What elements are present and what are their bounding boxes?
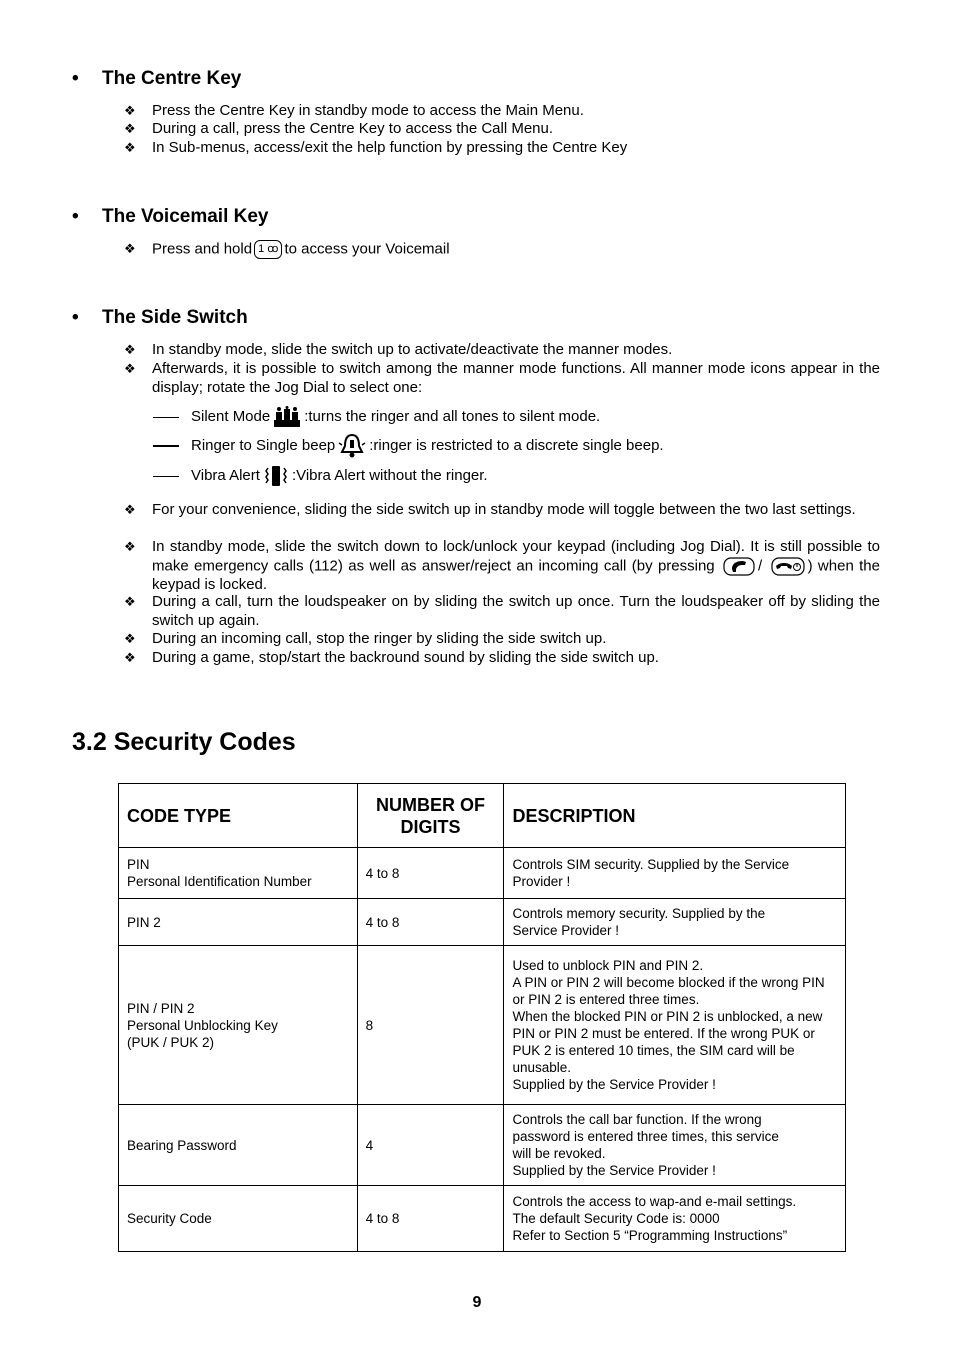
mode-vibra-alert: Vibra Alert :Vibra Alert without the ringer. bbox=[153, 464, 488, 488]
bullet-dot: • bbox=[72, 68, 79, 89]
header-number-of-digits: NUMBER OF DIGITS bbox=[357, 784, 504, 848]
table-row bbox=[119, 1186, 846, 1252]
centre-key-item-2: ❖ During a call, press the Centre Key to access the Call Menu. bbox=[124, 120, 554, 137]
code-type-cell: Security Code bbox=[119, 1186, 358, 1252]
code-type-cell: PIN Personal Identification Number bbox=[119, 848, 358, 899]
centre-key-item-3: ❖ In Sub-menus, access/exit the help function by pressing the Centre Key bbox=[124, 139, 628, 156]
voicemail-key-heading: • The Voicemail Key bbox=[72, 206, 269, 227]
table-row bbox=[119, 946, 846, 1105]
page-number: 9 bbox=[472, 1294, 482, 1311]
end-call-key-icon bbox=[771, 557, 805, 576]
table-row bbox=[119, 899, 846, 946]
digits-cell: 4 to 8 bbox=[357, 1186, 504, 1252]
single-beep-bell-icon bbox=[338, 433, 366, 459]
silent-mode-icon bbox=[273, 406, 301, 428]
mode-silent: Silent Mode :turns the ringer and all tones to silent mode. bbox=[153, 406, 600, 428]
digits-cell: 4 to 8 bbox=[357, 848, 504, 899]
mode-single-beep: Ringer to Single beep :ringer is restricted to a discrete single beep. bbox=[153, 433, 664, 459]
code-type-cell: PIN / PIN 2 Personal Unblocking Key (PUK / PUK 2) bbox=[119, 946, 358, 1105]
digits-cell: 4 bbox=[357, 1105, 504, 1186]
digits-cell: 8 bbox=[357, 946, 504, 1105]
header-code-type: CODE TYPE bbox=[119, 784, 358, 848]
description-cell: Controls the access to wap-and e-mail settings. The default Security Code is: 0000 Refer to Section 5 “Programming Instructions” bbox=[504, 1186, 846, 1252]
side-switch-item-2: ❖ Afterwards, it is possible to switch among the manner mode functions. All manner mode icons appear in the display; rotate the Jog Dial to select one: bbox=[124, 360, 880, 396]
description-cell: Controls SIM security. Supplied by the Service Provider ! bbox=[504, 848, 846, 899]
description-cell: Used to unblock PIN and PIN 2. A PIN or PIN 2 will become blocked if the wrong PIN or PIN 2 is entered three times. When the blocked PIN or PIN 2 is unblocked, a new PIN or PIN 2 must be entered. If the wrong PUK or PUK 2 is entered 10 times, the SIM card will be unusable. Supplied by the Service Provider ! bbox=[504, 946, 846, 1105]
digits-cell: 4 to 8 bbox=[357, 899, 504, 946]
side-switch-item-1: ❖ In standby mode, slide the switch up to activate/deactivate the manner modes. bbox=[124, 341, 673, 358]
side-switch-item-convenience: ❖ For your convenience, sliding the side switch up in standby mode will toggle between the two last settings. bbox=[124, 501, 856, 518]
security-codes-table bbox=[118, 783, 846, 1252]
description-cell: Controls the call bar function. If the wrong password is entered three times, this service will be revoked. Supplied by the Service Provider ! bbox=[504, 1105, 846, 1186]
side-switch-item-ringer: ❖ During an incoming call, stop the ringer by sliding the side switch up. bbox=[124, 630, 607, 647]
header-description: DESCRIPTION bbox=[504, 784, 846, 848]
table-header-row bbox=[119, 784, 846, 848]
table-row bbox=[119, 1105, 846, 1186]
side-switch-item-game: ❖ During a game, stop/start the backround sound by sliding the side switch up. bbox=[124, 649, 659, 666]
table-row bbox=[119, 848, 846, 899]
centre-key-item-1: ❖ Press the Centre Key in standby mode to access the Main Menu. bbox=[124, 102, 584, 119]
voicemail-key-item: ❖ Press and hold 1 ꝏ to access your Voicemail bbox=[124, 240, 450, 258]
side-switch-item-loudspeaker: ❖ During a call, turn the loudspeaker on by sliding the switch up once. Turn the loudspeaker off by sliding the switch up again. bbox=[124, 593, 880, 629]
side-switch-heading: • The Side Switch bbox=[72, 307, 248, 328]
description-cell: Controls memory security. Supplied by the Service Provider ! bbox=[504, 899, 846, 946]
voicemail-key-icon: 1 ꝏ bbox=[254, 240, 282, 259]
security-codes-title: 3.2 Security Codes bbox=[72, 728, 296, 756]
vibra-alert-icon bbox=[263, 464, 289, 488]
centre-key-heading: • The Centre Key bbox=[72, 68, 242, 89]
code-type-cell: Bearing Password bbox=[119, 1105, 358, 1186]
side-switch-item-lock: ❖ In standby mode, slide the switch down to lock/unlock your keypad (including Jog Dial). It is still possible to make emergency calls (112) as well as answer/reject an incoming call (by pressing / ) when the keypad is locked. bbox=[124, 538, 880, 593]
code-type-cell: PIN 2 bbox=[119, 899, 358, 946]
send-call-key-icon bbox=[723, 557, 755, 576]
